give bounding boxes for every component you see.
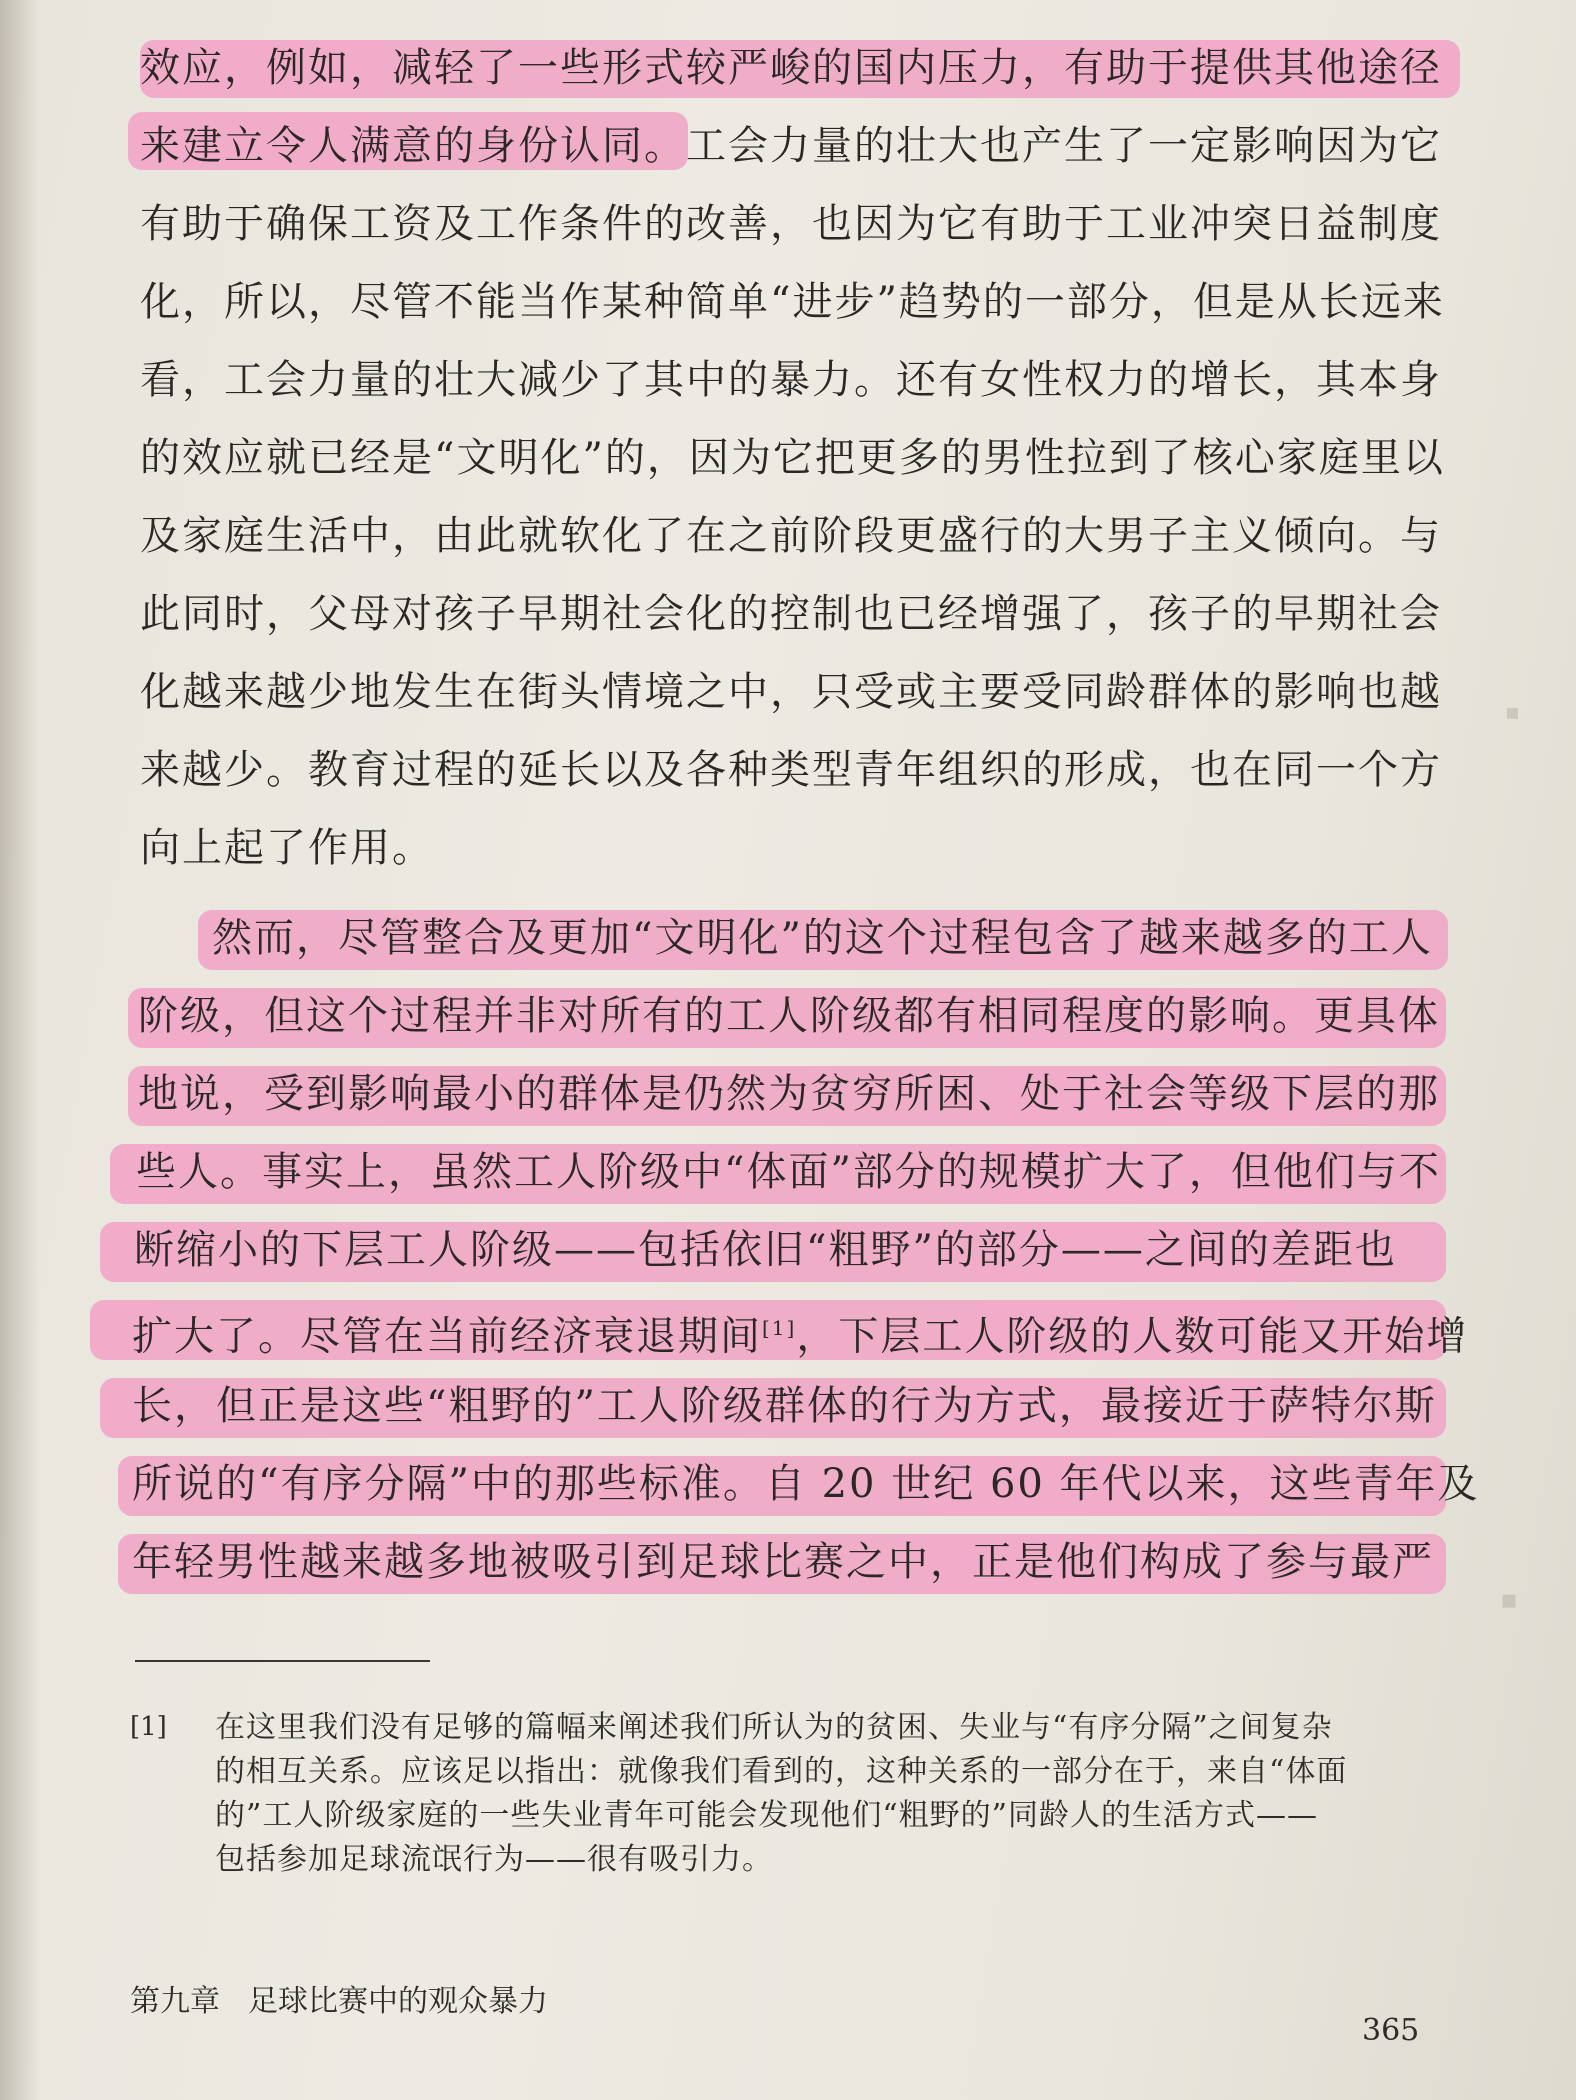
text-line: 及家庭生活中，由此就软化了在之前阶段更盛行的大男子主义倾向。与 — [140, 513, 1442, 559]
text-line: 向上起了作用。 — [140, 825, 434, 871]
text-line: 看，工会力量的壮大减少了其中的暴力。还有女性权力的增长，其本身 — [140, 357, 1442, 403]
footnote-line: 的相互关系。应该足以指出：就像我们看到的，这种关系的一部分在于，来自“体面 — [215, 1754, 1348, 1789]
text-line: 来越少。教育过程的延长以及各种类型青年组织的形成，也在同一个方 — [140, 747, 1442, 793]
text-line: 化，所以，尽管不能当作某种简单“进步”趋势的一部分，但是从长远来 — [140, 279, 1445, 325]
text-line: 此同时，父母对孩子早期社会化的控制也已经增强了，孩子的早期社会 — [140, 591, 1442, 637]
text-segment: 扩大了。尽管在当前经济衰退期间 — [132, 1313, 762, 1360]
text-segment: ，下层工人阶级的人数可能又开始增 — [796, 1313, 1469, 1360]
text-line: 地说，受到影响最小的群体是仍然为贫穷所困、处于社会等级下层的那 — [138, 1071, 1440, 1117]
text-line: 阶级，但这个过程并非对所有的工人阶级都有相同程度的影响。更具体 — [138, 993, 1440, 1039]
footnote-divider — [135, 1660, 430, 1662]
footnote-line: 在这里我们没有足够的篇幅来阐述我们所认为的贫困、失业与“有序分隔”之间复杂 — [215, 1710, 1333, 1745]
text-line: 年轻男性越来越多地被吸引到足球比赛之中，正是他们构成了参与最严 — [132, 1539, 1434, 1585]
chapter-label: 第九章 — [130, 1984, 220, 2019]
page-gutter-shadow — [0, 0, 40, 2100]
text-line: 然而，尽管整合及更加“文明化”的这个过程包含了越来越多的工人 — [212, 915, 1433, 961]
bleed-through-mark: ▪ — [1505, 700, 1520, 725]
text-line — [132, 1303, 1469, 1360]
text-line: 些人。事实上，虽然工人阶级中“体面”部分的规模扩大了，但他们与不 — [136, 1149, 1441, 1195]
footnote-line: 的”工人阶级家庭的一些失业青年可能会发现他们“粗野的”同龄人的生活方式—— — [215, 1798, 1319, 1833]
text-line: 有助于确保工资及工作条件的改善，也因为它有助于工业冲突日益制度 — [140, 201, 1442, 247]
text-line: 来建立令人满意的身份认同。工会力量的壮大也产生了一定影响因为它 — [140, 123, 1442, 169]
footnote-marker: [1] — [130, 1712, 167, 1742]
page-number: 365 — [1362, 2013, 1420, 2048]
text-line: 效应，例如，减轻了一些形式较严峻的国内压力，有助于提供其他途径 — [140, 45, 1442, 91]
bleed-through-mark: ▪ — [1500, 1585, 1518, 1615]
text-line: 断缩小的下层工人阶级——包括依旧“粗野”的部分——之间的差距也 — [134, 1227, 1397, 1273]
footnote-line: 包括参加足球流氓行为——很有吸引力。 — [215, 1842, 773, 1877]
text-line: 化越来越少地发生在街头情境之中，只受或主要受同龄群体的影响也越 — [140, 669, 1442, 715]
text-line: 所说的“有序分隔”中的那些标准。自 20 世纪 60 年代以来，这些青年及 — [132, 1461, 1480, 1507]
footnote-reference[interactable]: [1] — [762, 1316, 797, 1340]
text-line: 长，但正是这些“粗野的”工人阶级群体的行为方式，最接近于萨特尔斯 — [132, 1383, 1437, 1429]
running-footer — [130, 1976, 548, 2020]
chapter-title: 足球比赛中的观众暴力 — [248, 1984, 548, 2019]
text-line: 的效应就已经是“文明化”的，因为它把更多的男性拉到了核心家庭里以 — [140, 435, 1445, 481]
